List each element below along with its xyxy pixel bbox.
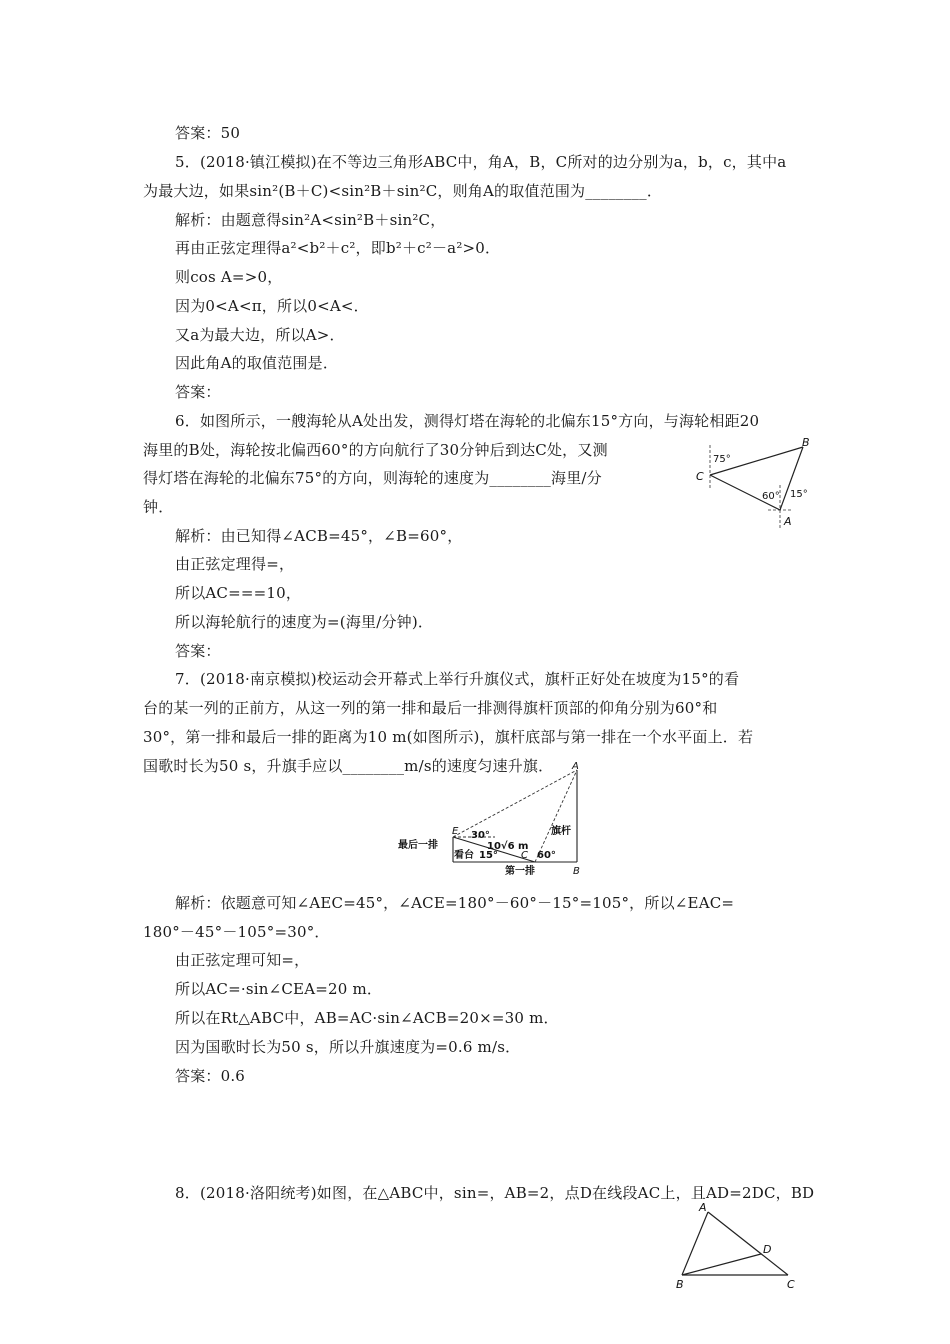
- text-line: 所以AC=·sin∠CEA=20 m．: [175, 980, 383, 998]
- text-line: 由正弦定理得=，: [175, 555, 295, 573]
- text-line: 答案：: [175, 642, 221, 660]
- text-line: 5．(2018·镇江模拟)在不等边三角形ABC中，角A，B，C所对的边分别为a，b，c，其中a: [175, 153, 787, 171]
- text-line: 再由正弦定理得a²<b²＋c²，即b²＋c²－a²>0．: [175, 239, 501, 257]
- label-B: B: [802, 436, 810, 449]
- angle-15: 15°: [479, 850, 498, 861]
- pole-label: 旗杆: [551, 826, 571, 837]
- text-line: 解析：依题意可知∠AEC=45°，∠ACE=180°－60°－15°=105°，所以∠EAC=: [175, 894, 735, 912]
- text-line: 所以在Rt△ABC中，AB=AC·sin∠ACB=20×=30 m．: [175, 1009, 559, 1027]
- distance-label: 10√6 m: [487, 841, 529, 852]
- first-row-label: 第一排: [505, 866, 535, 877]
- text-line: 国歌时长为50 s，升旗手应以________m/s的速度匀速升旗．: [143, 757, 554, 775]
- label-A: A: [572, 762, 579, 772]
- text-line: 答案：50: [175, 124, 241, 142]
- text-line: 又a为最大边，所以A>．: [175, 326, 345, 344]
- text-line: 6．如图所示，一艘海轮从A处出发，测得灯塔在海轮的北偏东15°方向，与海轮相距20: [175, 412, 760, 430]
- label-C: C: [787, 1278, 795, 1290]
- figure-problem-8: [670, 1200, 805, 1290]
- text-line: 解析：由题意得sin²A<sin²B＋sin²C，: [175, 211, 446, 229]
- label-B: B: [676, 1278, 684, 1290]
- text-line: 因此角A的取值范围是．: [175, 354, 339, 372]
- figure-problem-7: [395, 762, 595, 880]
- text-line: 因为0<A<π，所以0<A<．: [175, 297, 369, 315]
- angle-75: 75°: [713, 454, 731, 465]
- last-row-label: 最后一排: [398, 840, 438, 851]
- text-line: 因为国歌时长为50 s，所以升旗速度为=0.6 m/s．: [175, 1038, 521, 1056]
- text-line: 钟．: [143, 498, 174, 516]
- text-line: 则cos A=>0，: [175, 268, 283, 286]
- text-line: 台的某一列的正前方，从这一列的第一排和最后一排测得旗杆顶部的仰角分别为60°和: [143, 699, 718, 717]
- angle-30: 30°: [471, 830, 490, 841]
- label-B: B: [573, 866, 580, 877]
- angle-60: 60°: [537, 850, 556, 861]
- stand-label: 看台: [454, 850, 474, 861]
- text-line: 由正弦定理可知=，: [175, 951, 310, 969]
- figure-problem-6: [680, 435, 830, 535]
- text-line: 得灯塔在海轮的北偏东75°的方向，则海轮的速度为________海里/分: [143, 469, 602, 487]
- label-A: A: [699, 1201, 707, 1214]
- text-line: 为最大边，如果sin²(B＋C)<sin²B＋sin²C，则角A的取值范围为________．: [143, 182, 663, 200]
- text-line: 答案：0.6: [175, 1067, 246, 1085]
- text-line: 解析：由已知得∠ACB=45°，∠B=60°，: [175, 527, 463, 545]
- text-line: 180°－45°－105°=30°．: [143, 923, 330, 941]
- label-C: C: [696, 470, 704, 483]
- angle-60: 60°: [762, 491, 780, 502]
- text-line: 答案：: [175, 383, 221, 401]
- text-line: 海里的B处，海轮按北偏西60°的方向航行了30分钟后到达C处，又测: [143, 441, 608, 459]
- text-line: 7．(2018·南京模拟)校运动会开幕式上举行升旗仪式，旗杆正好处在坡度为15°的看: [175, 670, 740, 688]
- text-line: 30°，第一排和最后一排的距离为10 m(如图所示)，旗杆底部与第一排在一个水平面上．若: [143, 728, 754, 746]
- label-E: E: [452, 826, 459, 837]
- label-C: C: [521, 850, 528, 861]
- text-line: 所以AC===10，: [175, 584, 302, 602]
- label-D: D: [763, 1243, 772, 1256]
- label-A: A: [784, 515, 792, 528]
- angle-15: 15°: [790, 489, 808, 500]
- text-line: 8．(2018·洛阳统考)如图，在△ABC中，sin=，AB=2，点D在线段AC上，且AD=2DC，BD: [175, 1184, 815, 1202]
- text-line: 所以海轮航行的速度为=(海里/分钟)．: [175, 613, 434, 631]
